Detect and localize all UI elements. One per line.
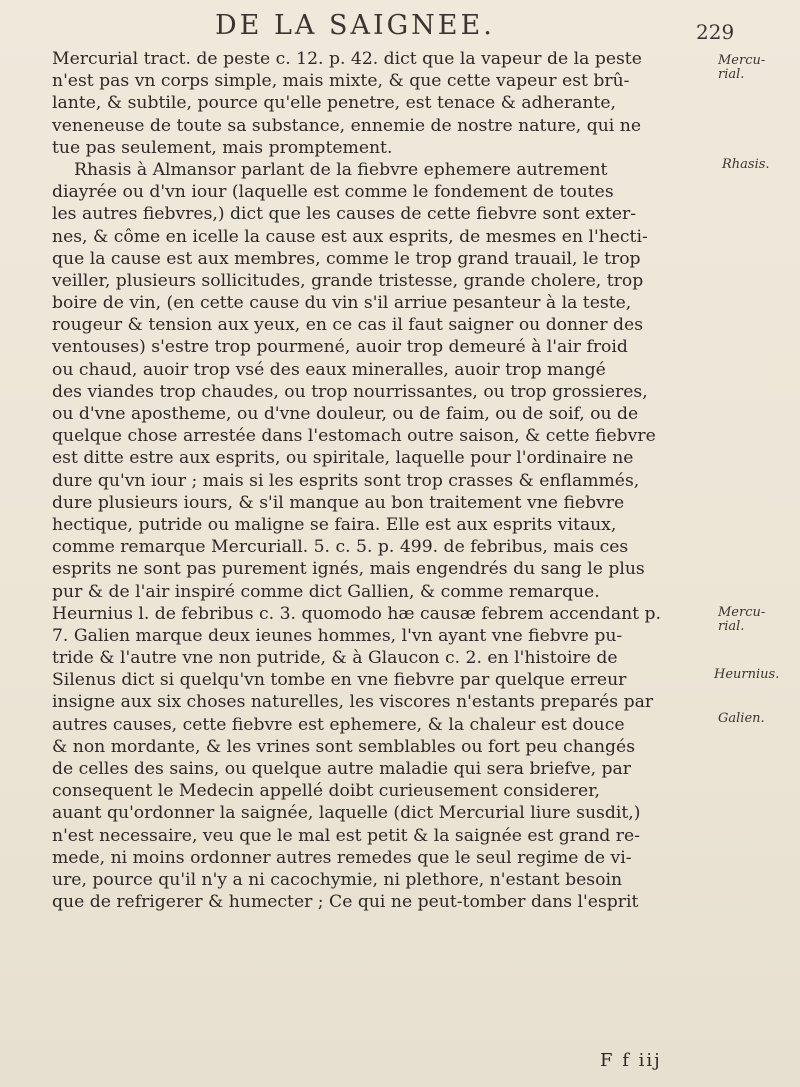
text-line: 7. Galien marque deux ieunes hommes, l'vn ayant vne fiebvre pu-	[52, 625, 623, 646]
text-line: diayrée ou d'vn iour (laquelle est comme le fondement de toutes	[52, 182, 614, 203]
text-line: hectique, putride ou maligne se faira. Elle est aux esprits vitaux,	[52, 514, 617, 535]
text-line: boire de vin, (en cette cause du vin s'il arriue pesanteur à la teste,	[52, 293, 632, 314]
text-line: de celles des sains, ou quelque autre maladie qui sera briefve, par	[52, 759, 632, 779]
text-line: consequent le Medecin appellé doibt curieusement considerer,	[52, 781, 600, 802]
text-line: nes, & côme en icelle la cause est aux esprits, de mesmes en l'hecti-	[52, 226, 648, 247]
main-text	[52, 48, 702, 913]
text-line: les autres fiebvres,) dict que les causes de cette fiebvre sont exter-	[52, 204, 637, 225]
signature-mark: F f iij	[600, 1050, 662, 1071]
text-line: Mercurial tract. de peste c. 12. p. 42. dict que la vapeur de la peste	[52, 49, 642, 69]
text-line: ou d'vne apostheme, ou d'vne douleur, ou de faim, ou de soif, ou de	[52, 404, 639, 424]
text-line: rougeur & tension aux yeux, en ce cas il faut saigner ou donner des	[52, 315, 644, 336]
text-line: veneneuse de toute sa substance, ennemie de nostre nature, qui ne	[52, 115, 642, 136]
text-line: des viandes trop chaudes, ou trop nourrissantes, ou trop grossieres,	[52, 381, 648, 402]
text-line: Heurnius l. de febribus c. 3. quomodo hæ causæ febrem accendant p.	[52, 603, 661, 624]
text-line: ure, pource qu'il n'y a ni cacochymie, ni plethore, n'estant besoin	[52, 869, 623, 890]
text-line: & non mordante, & les vrines sont semblables ou fort peu changés	[52, 736, 636, 757]
text-line: esprits ne sont pas purement ignés, mais engendrés du sang le plus	[52, 559, 645, 580]
margin-note-galien: Galien.	[718, 711, 765, 726]
text-line: Silenus dict si quelqu'vn tombe en vne fiebvre par quelque erreur	[52, 670, 627, 691]
text-line: tue pas seulement, mais promptement.	[52, 137, 393, 158]
text-line: ventouses) s'estre trop pourmené, auoir trop demeuré à l'air froid	[52, 337, 628, 358]
text-line: pur & de l'air inspiré comme dict Gallien, & comme remarque.	[52, 581, 600, 602]
text-line: n'est pas vn corps simple, mais mixte, & que cette vapeur est brû-	[52, 71, 630, 92]
text-line: tride & l'autre vne non putride, & à Glaucon c. 2. en l'histoire de	[52, 648, 618, 669]
text-line: n'est necessaire, veu que le mal est petit & la saignée est grand re-	[52, 825, 640, 846]
margin-note-mercurial-2: Mercu- rial.	[718, 605, 766, 634]
margin-note-mercurial: Mercu- rial.	[718, 53, 766, 82]
margin-note-heurnius: Heurnius.	[714, 667, 780, 682]
text-line: comme remarque Mercuriall. 5. c. 5. p. 499. de febribus, mais ces	[52, 537, 629, 558]
text-line: insigne aux six choses naturelles, les viscores n'estants preparés par	[52, 692, 654, 713]
text-line: Rhasis à Almansor parlant de la fiebvre ephemere autrement	[74, 159, 608, 180]
page-number: 229	[696, 20, 735, 44]
text-line: veiller, plusieurs sollicitudes, grande tristesse, grande cholere, trop	[52, 270, 644, 291]
text-line: dure plusieurs iours, & s'il manque au bon traitement vne fiebvre	[52, 492, 625, 513]
text-line: dure qu'vn iour ; mais si les esprits sont trop crasses & enflammés,	[52, 470, 640, 491]
text-line: mede, ni moins ordonner autres remedes que le seul regime de vi-	[52, 847, 632, 868]
text-line: auant qu'ordonner la saignée, laquelle (dict Mercurial liure susdit,)	[52, 803, 641, 824]
margin-note-rhasis: Rhasis.	[722, 157, 770, 172]
text-line: est ditte estre aux esprits, ou spiritale, laquelle pour l'ordinaire ne	[52, 448, 634, 469]
text-line: que la cause est aux membres, comme le trop grand trauail, le trop	[52, 248, 641, 269]
text-line: quelque chose arrestée dans l'estomach outre saison, & cette fiebvre	[52, 426, 656, 447]
text-line: lante, & subtile, pource qu'elle penetre, est tenace & adherante,	[52, 93, 616, 114]
text-line: autres causes, cette fiebvre est ephemere, & la chaleur est douce	[52, 714, 625, 735]
text-line: ou chaud, auoir trop vsé des eaux mineralles, auoir trop mangé	[52, 359, 606, 380]
text-line: que de refrigerer & humecter ; Ce qui ne peut-tomber dans l'esprit	[52, 892, 639, 913]
running-title: DE LA SAIGNEE.	[215, 10, 495, 41]
